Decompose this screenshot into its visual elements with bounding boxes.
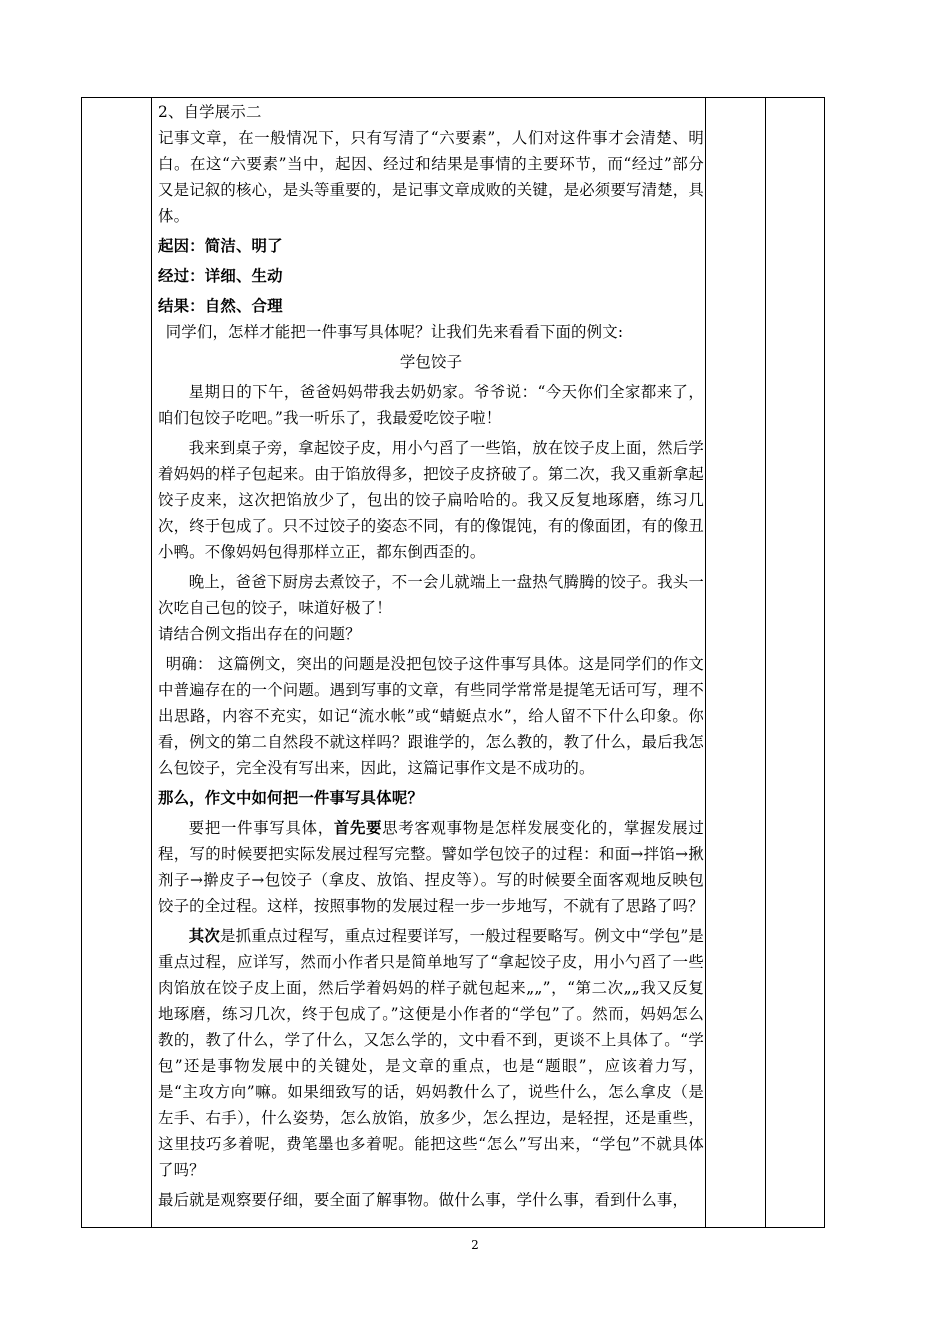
question: 请结合例文指出存在的问题？ xyxy=(158,625,361,643)
example-paragraph-3: 晚上，爸爸下厨房去煮饺子，不一会儿就端上一盘热气腾腾的饺子。我头一次吃自己包的饺子，味道好极了！ xyxy=(158,573,704,617)
page-number: 2 xyxy=(471,1238,479,1252)
section-title: 2、自学展示二 xyxy=(158,103,262,121)
main-content-cell xyxy=(151,97,704,1228)
first-bold: 首先要 xyxy=(333,819,383,837)
last-paragraph: 最后就是观察要仔细，要全面了解事物。做什么事，学什么事，看到什么事， xyxy=(158,1191,689,1209)
column-divider xyxy=(765,98,766,1227)
point-process: 经过：详细、生动 xyxy=(158,267,283,285)
first-lead: 要把一件事写具体， xyxy=(188,819,334,837)
example-title: 学包饺子 xyxy=(399,353,463,371)
intro-paragraph: 记事文章，在一般情况下，只有写清了“六要素”，人们对这件事才会清楚、明白。在这“六要素”当中，起因、经过和结果是事情的主要环节，而“经过”部分又是记叙的核心，是头等重要的，是记事文章成败的关键，是必须要写清楚，具体。 xyxy=(158,129,704,225)
second-bold: 其次 xyxy=(188,927,220,945)
first-paragraph xyxy=(158,815,704,919)
example-paragraph-2: 我来到桌子旁，拿起饺子皮，用小勺舀了一些馅，放在饺子皮上面，然后学着妈妈的样子包起来。由于馅放得多，把饺子皮挤破了。第二次，我又重新拿起饺子皮来，这次把馅放少了，包出的饺子扁哈哈的。我又反复地琢磨，练习几次，终于包成了。只不过饺子的姿态不同，有的像馄饨，有的像面团，有的像丑小鸭。不像妈妈包得那样立正，都东倒西歪的。 xyxy=(158,439,704,561)
second-text: 是抓重点过程写，重点过程要详写，一般过程要略写。例文中“学包”是重点过程，应详写，然而小作者只是简单地写了“拿起饺子皮，用小勺舀了一些肉馅放在饺子皮上面，然后学着妈妈的样子就包起来„„”，“第二次„„我又反复地琢磨，练习几次，终于包成了。”这便是小作者的“学包”了。然而，妈妈怎么教的，教了什么，学了什么，又怎么学的，文中看不到，更谈不上具体了。“学包”还是事物发展中的关键处，是文章的重点，也是“题眼”，应该着力写，是“主攻方向”嘛。如果细致写的话，妈妈教什么了，说些什么，怎么拿皮（是左手、右手），什么姿势，怎么放馅，放多少，怎么捏边，是轻捏，还是重些，这里技巧多着呢，费笔墨也多着呢。能把这些“怎么”写出来，“学包”不就具体了吗？ xyxy=(158,927,704,1179)
first-text: 思考客观事物是怎样发展变化的，掌握发展过程，写的时候要把实际发展过程写完整。譬如学包饺子的过程：和面→拌馅→揪剂子→擀皮子→包饺子（拿皮、放馅、捏皮等）。写的时候要全面客观地反映包饺子的全过程。这样，按照事物的发展过程一步一步地写，不就有了思路了吗？ xyxy=(158,819,704,915)
column-divider xyxy=(705,98,706,1227)
lead-in: 同学们，怎样才能把一件事写具体呢？让我们先来看看下面的例文: xyxy=(165,323,624,341)
point-cause: 起因：简洁、明了 xyxy=(158,237,283,255)
second-paragraph xyxy=(158,923,704,1183)
how-heading: 那么，作文中如何把一件事写具体呢？ xyxy=(158,789,424,807)
point-result: 结果：自然、合理 xyxy=(158,297,283,315)
clarify-paragraph: 明确： 这篇例文，突出的问题是没把包饺子这件事写具体。这是同学们的作文中普遍存在的一个问题。遇到写事的文章，有些同学常常是提笔无话可写，理不出思路，内容不充实，如记“流水帐”或“蜻蜓点水”，给人留不下什么印象。你看，例文的第二自然段不就这样吗？跟谁学的，怎么教的，教了什么，最后我怎么包饺子，完全没有写出来，因此，这篇记事作文是不成功的。 xyxy=(158,655,704,777)
example-paragraph-1: 星期日的下午，爸爸妈妈带我去奶奶家。爷爷说：“今天你们全家都来了，咱们包饺子吃吧。”我一听乐了，我最爱吃饺子啦！ xyxy=(158,383,704,427)
